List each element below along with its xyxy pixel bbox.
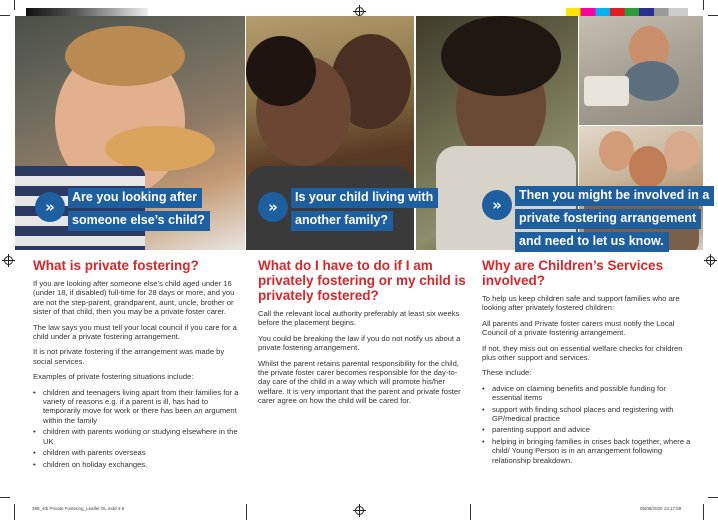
paragraph: To help us keep children safe and support families who are looking after privately fostered children: (482, 294, 680, 313)
photo-detail (441, 16, 561, 96)
crop-mark (0, 497, 10, 498)
crop-mark (703, 0, 704, 10)
double-chevron-icon: » (258, 192, 288, 222)
caption-another-family (258, 188, 438, 234)
print-slug-timestamp: 05/08/2020 13:17:59 (640, 506, 682, 511)
crop-mark (14, 504, 15, 520)
registration-mark-icon (355, 506, 364, 515)
caption-looking-after (35, 188, 210, 234)
section-what-do-i-have-to-do (258, 258, 466, 412)
crop-mark (470, 504, 471, 520)
print-slug-filename: 389_4th Private Fostering_Leaflet OL.indd 4-6 (32, 506, 125, 511)
paragraph: Examples of private fostering situations include: (33, 372, 194, 382)
caption-line: private fostering arrangement (515, 209, 701, 229)
paragraph: Whilst the parent retains parental responsibility for the child, the private foster carer becomes responsible for the day-to-day care of the child in a way which will promote his/her welfare. It is very important that the parent and private foster carer agree on how the child will be cared for. (258, 358, 461, 406)
photo-detail (105, 126, 215, 171)
section-what-is-private-fostering (33, 258, 239, 471)
section-why-childrens-services (482, 258, 694, 467)
caption-let-us-know (482, 186, 714, 255)
photo-detail (65, 26, 185, 86)
caption-line: someone else’s child? (68, 211, 210, 231)
crop-mark (246, 504, 247, 520)
paragraph: You could be breaking the law if you do not notify us about a private fostering arrangement. (258, 333, 461, 353)
paragraph: It is not private fostering if the arrangement was made by social services. (33, 347, 225, 366)
paragraph: Call the relevant local authority preferably at least six weeks before the placement begins. (258, 309, 460, 328)
paragraph: These include: (482, 368, 532, 378)
caption-line: Then you might be involved in a (515, 186, 714, 206)
list-item: • children with parents overseas (33, 448, 239, 457)
registration-mark-icon (355, 7, 364, 16)
photo-detail (629, 146, 667, 188)
caption-line: Is your child living with (291, 188, 438, 208)
section-heading: What is private fostering? (33, 258, 199, 273)
registration-mark-icon (706, 256, 715, 265)
caption-line: and need to let us know. (515, 232, 669, 252)
caption-line: another family? (291, 211, 393, 231)
caption-line: Are you looking after (68, 188, 202, 208)
paragraph: If you are looking after someone else’s child aged under 16 (under 18, if disabled) full-time for 28 days or more, and you are not the step-parent, grandparent, aunt, uncle, brother or sister of that child, then you may be a private foster carer. (33, 279, 235, 317)
bullet-list (33, 388, 239, 469)
crop-mark (14, 0, 15, 10)
list-item: • advice on claiming benefits and possible funding for essential items (482, 384, 694, 403)
crop-mark (0, 15, 10, 16)
registration-mark-icon (4, 256, 13, 265)
list-item: • children on holiday exchanges. (33, 460, 239, 469)
crop-mark (703, 504, 704, 520)
photo-boy-reading (579, 16, 703, 125)
photo-detail (624, 61, 679, 101)
list-item: • helping in bringing families in crises back together, where a child/ Young Person is in an arrangement following relationship breakdown. (482, 437, 694, 465)
crop-mark (708, 497, 718, 498)
paragraph: All parents and Private foster carers must notify the Local Council of a private fostering arrangement. (482, 318, 675, 338)
double-chevron-icon: » (35, 192, 65, 222)
photo-detail (664, 131, 699, 171)
section-heading: Why are Children’s Services involved? (482, 258, 664, 288)
crop-mark (708, 15, 718, 16)
cmyk-color-bar (566, 8, 688, 16)
bullet-list (482, 384, 694, 465)
double-chevron-icon: » (482, 190, 512, 220)
paragraph: If not, they miss out on essential welfare checks for children plus other support and services. (482, 343, 683, 363)
list-item: • support with finding school places and registering with GP/medical practice (482, 405, 694, 424)
list-item: • children and teenagers living apart from their families for a variety of reasons e.g. if a parent is ill, has had to temporarily move for work or there has been an argument within the family (33, 388, 239, 426)
section-heading: What do I have to do if I am privately fostering or my child is privately fostered? (258, 258, 466, 303)
photo-detail (246, 36, 316, 106)
paragraph: The law says you must tell your local council if you care for a child under a private fostering arrangement. (33, 322, 237, 342)
grayscale-color-bar (26, 8, 148, 16)
photo-detail (584, 76, 629, 106)
list-item: • children with parents working or studying elsewhere in the UK (33, 427, 239, 446)
list-item: • parenting support and advice (482, 425, 694, 434)
